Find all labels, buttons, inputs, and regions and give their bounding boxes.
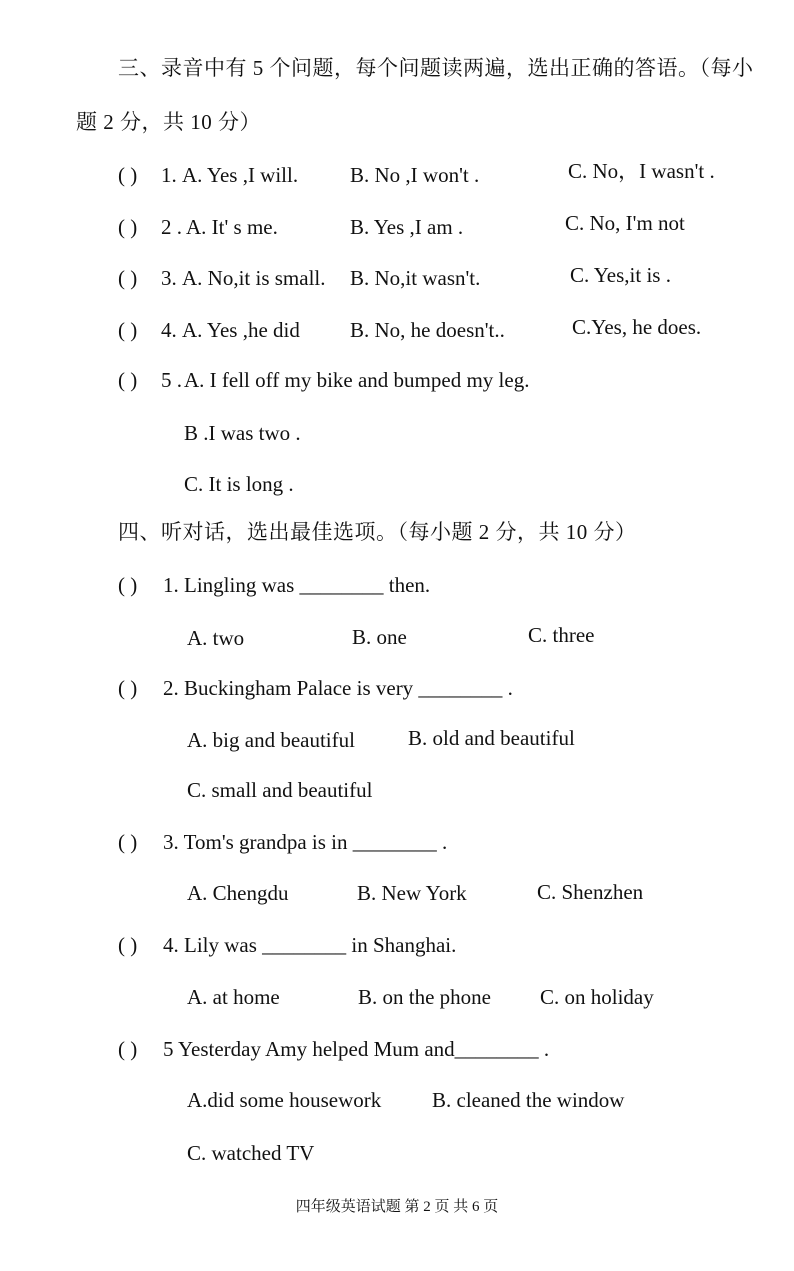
- s4-q3-option-b: B. New York: [357, 881, 467, 905]
- s4-q4-option-b: B. on the phone: [358, 985, 491, 1009]
- s3-q2-option-c: C. No, I'm not: [565, 211, 685, 235]
- s3-q1-option-b: B. No ,I won't .: [350, 163, 480, 187]
- s4-q2-option-c: C. small and beautiful: [187, 778, 373, 802]
- s4-q2-stem: 2. Buckingham Palace is very ________ .: [163, 676, 513, 700]
- s3-q2-option-b: B. Yes ,I am .: [350, 215, 464, 239]
- s3-q3-option-b: B. No,it wasn't.: [350, 266, 481, 290]
- s3-q1-paren: ( ): [118, 163, 138, 187]
- s4-q2-option-b: B. old and beautiful: [408, 726, 575, 750]
- s4-q3-option-c: C. Shenzhen: [537, 880, 644, 904]
- s3-q4-option-a: A. Yes ,he did: [182, 318, 300, 342]
- s4-q1-option-a: A. two: [187, 626, 245, 650]
- s3-q3-option-c: C. Yes,it is .: [570, 263, 671, 287]
- s3-q2-option-a: A. It' s me.: [186, 215, 278, 239]
- s3-q3-option-a: A. No,it is small.: [182, 266, 326, 290]
- s3-q4-option-c: C.Yes, he does.: [572, 315, 702, 339]
- s3-q5-option-c: C. It is long .: [184, 472, 294, 496]
- s4-q1-option-b: B. one: [352, 625, 407, 649]
- s4-q5-paren: ( ): [118, 1037, 138, 1061]
- s4-q5-stem: 5 Yesterday Amy helped Mum and________ .: [163, 1037, 550, 1061]
- s3-q1-option-c: C. No，I wasn't .: [568, 159, 715, 183]
- s3-q3-number: 3.: [161, 266, 177, 290]
- s4-q3-option-a: A. Chengdu: [187, 881, 289, 905]
- page-footer: 四年级英语试题 第 2 页 共 6 页: [295, 1199, 499, 1215]
- s3-q2-number: 2 .: [161, 215, 182, 239]
- s3-q2-paren: ( ): [118, 215, 138, 239]
- s3-q1-number: 1.: [161, 163, 177, 187]
- s4-q4-stem: 4. Lily was ________ in Shanghai.: [163, 933, 457, 957]
- s3-q5-option-a: A. I fell off my bike and bumped my leg.: [184, 368, 530, 392]
- s3-q1-option-a: A. Yes ,I will.: [182, 163, 299, 187]
- s4-q2-paren: ( ): [118, 676, 138, 700]
- s3-q5-option-b: B .I was two .: [184, 421, 301, 445]
- s4-q5-option-c: C. watched TV: [187, 1141, 315, 1165]
- s4-q4-option-a: A. at home: [187, 985, 280, 1009]
- s4-q1-option-c: C. three: [528, 623, 595, 647]
- s3-q4-paren: ( ): [118, 318, 138, 342]
- s3-q3-paren: ( ): [118, 266, 138, 290]
- section-4-heading: 四、听对话，选出最佳选项。（每小题 2 分，共 10 分）: [118, 520, 637, 544]
- s4-q4-option-c: C. on holiday: [540, 985, 654, 1009]
- s4-q3-stem: 3. Tom's grandpa is in ________ .: [163, 830, 448, 854]
- s3-q4-number: 4.: [161, 318, 177, 342]
- section-3-heading-line-2: 题 2 分，共 10 分）: [76, 110, 261, 134]
- s4-q4-paren: ( ): [118, 933, 138, 957]
- s4-q5-option-a: A.did some housework: [187, 1088, 382, 1112]
- s4-q1-paren: ( ): [118, 573, 138, 597]
- section-3-heading-line-1: 三、录音中有 5 个问题，每个问题读两遍，选出正确的答语。（每小: [118, 56, 754, 80]
- s4-q1-stem: 1. Lingling was ________ then.: [163, 573, 431, 597]
- s3-q4-option-b: B. No, he doesn't..: [350, 318, 505, 342]
- s4-q3-paren: ( ): [118, 830, 138, 854]
- s4-q5-option-b: B. cleaned the window: [432, 1088, 625, 1112]
- s3-q5-paren: ( ): [118, 368, 138, 392]
- s4-q2-option-a: A. big and beautiful: [187, 728, 355, 752]
- s3-q5-number: 5 .: [161, 368, 182, 392]
